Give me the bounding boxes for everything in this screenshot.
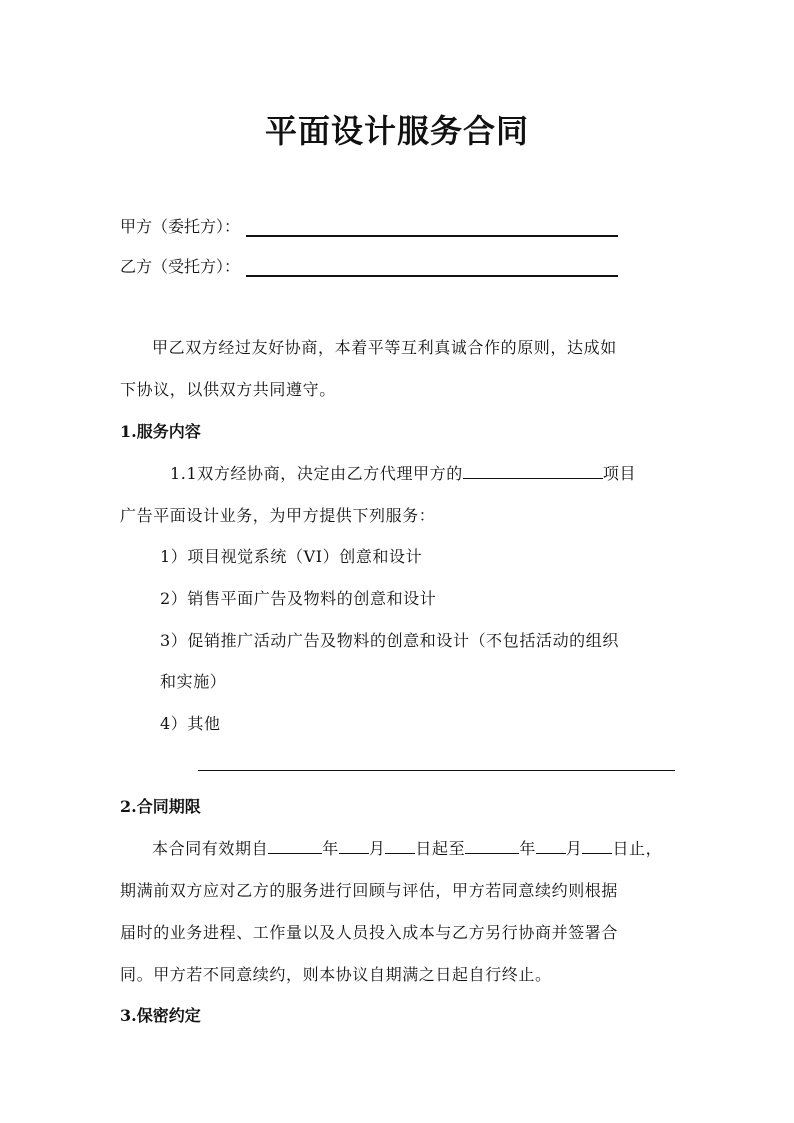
term-line-4: 同。甲方若不同意续约，则本协议自期满之日起自行终止。 bbox=[120, 965, 552, 984]
clause-1-1-suffix: 项目 bbox=[602, 464, 637, 483]
party-b-blank[interactable] bbox=[246, 257, 618, 277]
service-item-3: 3）促销推广活动广告及物料的创意和设计（不包括活动的组织 bbox=[160, 631, 619, 650]
year-label-2: 年 bbox=[519, 839, 536, 858]
term-text-start: 本合同有效期自 bbox=[152, 839, 269, 858]
intro-line-1: 甲乙双方经过友好协商，本着平等互利真诚合作的原则，达成如 bbox=[152, 338, 617, 357]
clause-1-1-line-1 bbox=[170, 461, 636, 484]
clause-1-1-line-2: 广告平面设计业务，为甲方提供下列服务： bbox=[120, 506, 436, 525]
section-3-heading: 3.保密约定 bbox=[120, 1006, 201, 1025]
party-a-blank[interactable] bbox=[246, 217, 618, 237]
start-year-blank[interactable] bbox=[268, 837, 322, 854]
party-a-row bbox=[120, 214, 618, 237]
party-b-row bbox=[120, 254, 618, 277]
party-b-label: 乙方（受托方）： bbox=[120, 257, 241, 276]
month-label: 月 bbox=[368, 839, 386, 858]
section-1-heading: 1.服务内容 bbox=[120, 422, 201, 441]
other-services-blank[interactable] bbox=[198, 770, 675, 771]
year-label: 年 bbox=[322, 839, 339, 858]
project-name-blank[interactable] bbox=[463, 462, 603, 479]
clause-1-1-text: 1.1双方经协商，决定由乙方代理甲方的 bbox=[170, 464, 463, 483]
section-2-heading: 2.合同期限 bbox=[120, 797, 201, 816]
end-day-blank[interactable] bbox=[582, 837, 612, 854]
end-year-blank[interactable] bbox=[465, 837, 519, 854]
term-line-1 bbox=[152, 836, 662, 859]
start-day-blank[interactable] bbox=[385, 837, 415, 854]
day-end-label: 日止， bbox=[612, 839, 663, 858]
month-label-2: 月 bbox=[565, 839, 583, 858]
document-title: 平面设计服务合同 bbox=[264, 112, 529, 150]
party-a-label: 甲方（委托方）： bbox=[120, 217, 241, 236]
term-line-2: 期满前双方应对乙方的服务进行回顾与评估，甲方若同意续约则根据 bbox=[120, 881, 619, 900]
day-to-label: 日起至 bbox=[415, 839, 466, 858]
service-item-4: 4）其他 bbox=[160, 714, 221, 733]
term-line-3: 届时的业务进程、工作量以及人员投入成本与乙方另行协商并签署合 bbox=[120, 923, 619, 942]
intro-line-2: 下协议，以供双方共同遵守。 bbox=[120, 380, 336, 399]
end-month-blank[interactable] bbox=[536, 837, 566, 854]
start-month-blank[interactable] bbox=[339, 837, 369, 854]
service-item-2: 2）销售平面广告及物料的创意和设计 bbox=[160, 589, 437, 608]
service-item-3-cont: 和实施） bbox=[160, 672, 227, 691]
service-item-1: 1）项目视觉系统（VI）创意和设计 bbox=[160, 547, 423, 566]
